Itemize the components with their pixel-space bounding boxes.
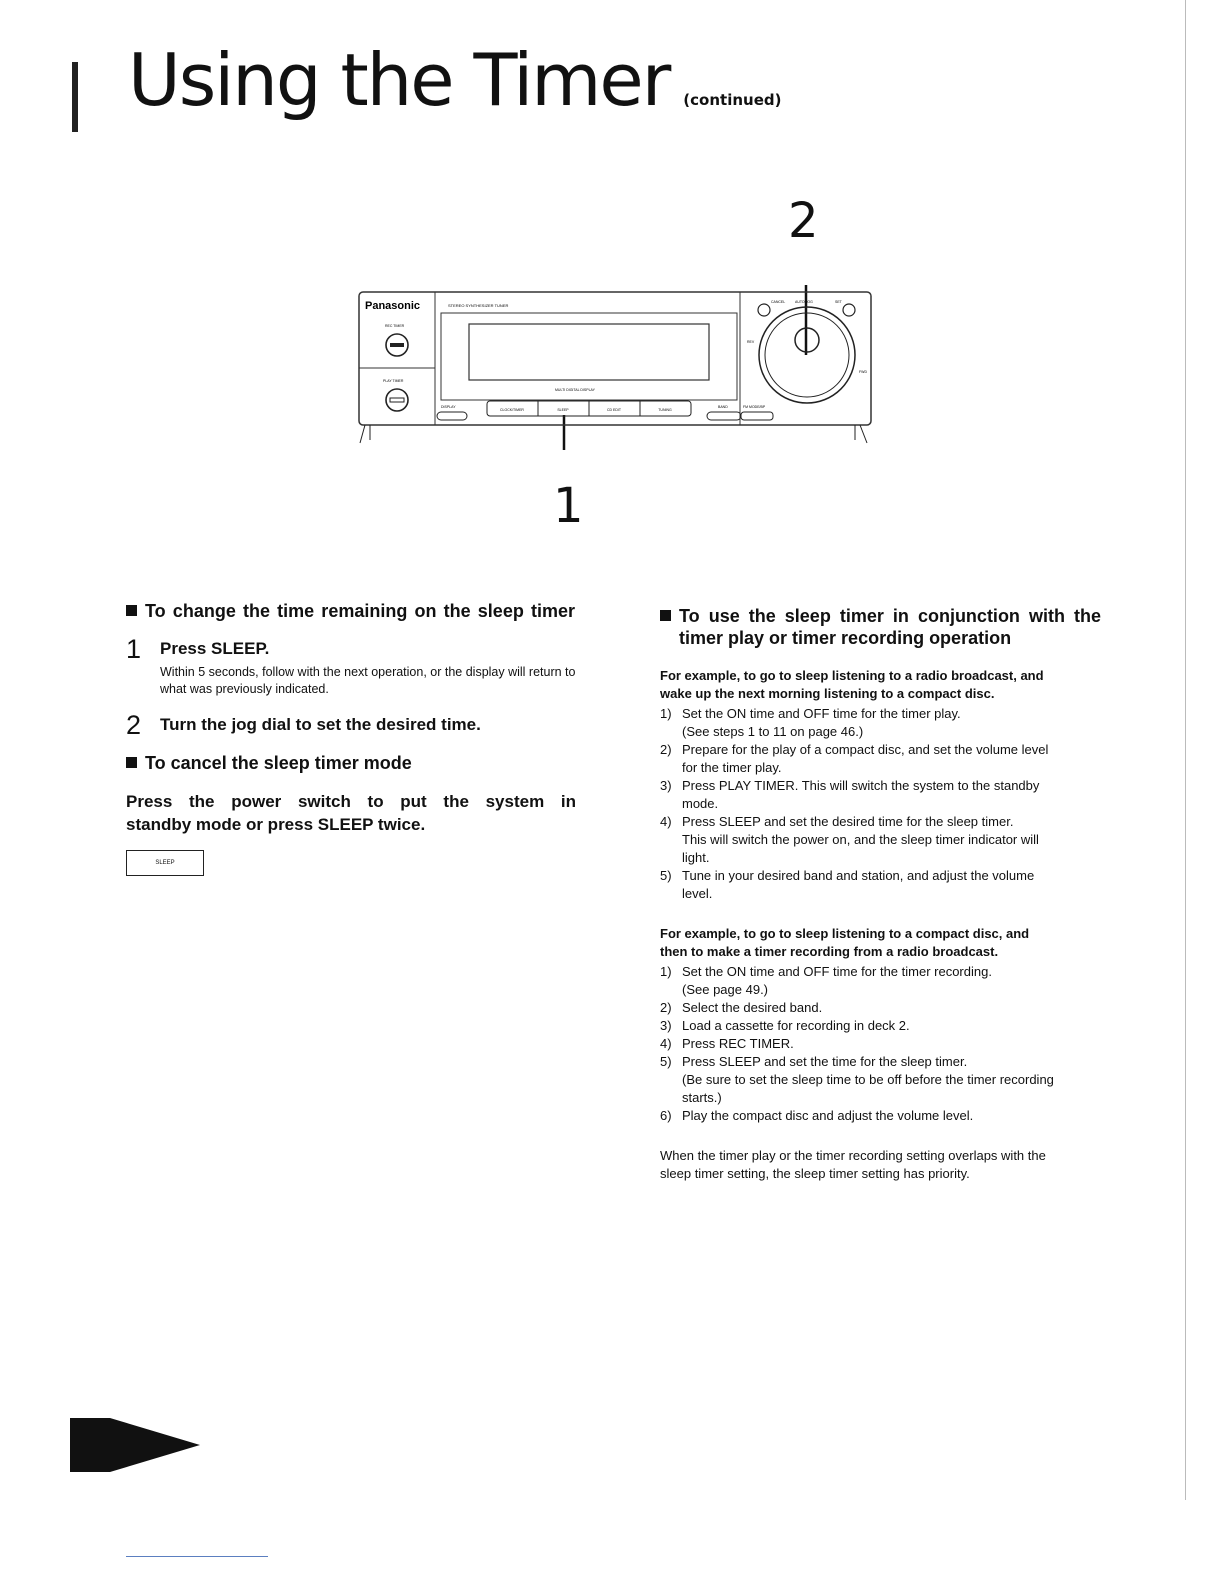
- example-2-intro-line-1: For example, to go to sleep listening to a compact disc, and: [660, 926, 1030, 941]
- step-item-line: Play the compact disc and adjust the volume level.: [682, 1108, 974, 1123]
- rec-timer-label: REC TIMER: [385, 324, 405, 328]
- display-caption: MULTI DIGITAL DISPLAY: [555, 388, 595, 392]
- step-1-number: 1: [126, 634, 142, 664]
- example-1-steps: [660, 705, 1108, 903]
- step-item-line: (Be sure to set the sleep time to be off before the timer recording: [682, 1072, 1054, 1087]
- fm-mode-label: FM MODE/BP: [743, 405, 766, 409]
- step-item-line: (See steps 1 to 11 on page 46.): [682, 724, 864, 739]
- heading-cancel-text: To cancel the sleep timer mode: [145, 753, 412, 773]
- display-bezel: [441, 313, 737, 400]
- step-item-body: [682, 1017, 910, 1035]
- square-bullet-icon: [126, 757, 137, 768]
- step-item: [660, 963, 1108, 999]
- right-column: [660, 605, 1108, 1183]
- btn-sleep: SLEEP: [557, 408, 569, 412]
- step-item-line: Press SLEEP and set the time for the sleep timer.: [682, 1054, 968, 1069]
- step-item-line: for the timer play.: [682, 760, 782, 775]
- step-1-description: Within 5 seconds, follow with the next operation, or the display will return to what was previously indicated.: [160, 665, 576, 696]
- step-item: [660, 705, 1108, 741]
- step-item: [660, 741, 1108, 777]
- step-item-line: mode.: [682, 796, 719, 811]
- page-title-text: Using the Timer: [128, 38, 670, 122]
- continue-arrow-icon: [70, 1410, 210, 1480]
- footer-rule: [126, 1556, 268, 1557]
- step-item: [660, 1035, 1108, 1053]
- brand-logo: Panasonic: [365, 300, 421, 312]
- step-item-line: Press REC TIMER.: [682, 1036, 794, 1051]
- display-button-label: DISPLAY: [441, 405, 456, 409]
- cancel-instruction: [126, 790, 576, 836]
- step-item-line: Press PLAY TIMER. This will switch the system to the standby: [682, 778, 1040, 793]
- step-item-line: This will switch the power on, and the sleep timer indicator will: [682, 832, 1039, 847]
- page-edge-rule: [1185, 0, 1186, 1500]
- step-1: [126, 636, 576, 698]
- set-label: SET: [835, 300, 842, 304]
- step-item-number: 3): [660, 778, 672, 793]
- step-item: [660, 813, 1108, 867]
- play-timer-label: PLAY TIMER: [383, 379, 404, 383]
- right-foot: [860, 425, 867, 443]
- fm-mode-button: [741, 412, 773, 420]
- section-heading-conjunction: [660, 605, 1108, 649]
- play-timer-knob-bar: [390, 398, 404, 402]
- step-item-number: 1): [660, 706, 672, 721]
- step-item-body: [682, 963, 992, 999]
- step-item-line: Tune in your desired band and station, and adjust the volume: [682, 868, 1035, 883]
- binding-edge-mark: [72, 62, 78, 132]
- heading-conjunction-line-2: timer play or timer recording operation: [679, 628, 1012, 648]
- rev-label: REV: [747, 340, 755, 344]
- example-2-steps: [660, 963, 1108, 1125]
- play-timer-knob: [386, 389, 408, 411]
- step-item-number: 2): [660, 1000, 672, 1015]
- square-bullet-icon: [660, 610, 671, 621]
- step-item-line: (See page 49.): [682, 982, 769, 997]
- step-item: [660, 999, 1108, 1017]
- set-button: [843, 304, 855, 316]
- example-2-intro: [660, 925, 1108, 961]
- step-item-body: [682, 1107, 973, 1125]
- callout-1: 1: [553, 478, 584, 534]
- step-item-body: [682, 867, 1034, 903]
- step-item-line: Press SLEEP and set the desired time for the sleep timer.: [682, 814, 1014, 829]
- callout-2: 2: [788, 193, 819, 249]
- example-1-intro-line-1: For example, to go to sleep listening to a radio broadcast, and: [660, 668, 1044, 683]
- priority-note-line-2: sleep timer setting, the sleep timer setting has priority.: [660, 1166, 970, 1181]
- step-item-line: starts.): [682, 1090, 722, 1105]
- step-item-number: 5): [660, 1054, 672, 1069]
- example-1-intro: [660, 667, 1108, 703]
- step-item-line: Prepare for the play of a compact disc, and set the volume level: [682, 742, 1049, 757]
- step-item-body: [682, 813, 1039, 867]
- tuner-illustration: [355, 285, 875, 450]
- step-item: [660, 777, 1108, 813]
- btn-cd-edit: CD EDIT: [607, 408, 621, 412]
- cancel-label: CANCEL: [771, 300, 786, 304]
- step-item-body: [682, 705, 961, 741]
- section-heading-change-time: [126, 600, 576, 622]
- step-item-body: [682, 777, 1039, 813]
- step-item-line: Select the desired band.: [682, 1000, 823, 1015]
- heading-conjunction-line-1: To use the sleep timer in conjunction with the: [679, 606, 1101, 626]
- step-item-line: Load a cassette for recording in deck 2.: [682, 1018, 910, 1033]
- step-1-title: Press SLEEP.: [160, 639, 270, 658]
- left-foot: [360, 425, 365, 443]
- step-2-title: Turn the jog dial to set the desired time.: [160, 715, 481, 734]
- left-column: [126, 600, 576, 876]
- btn-clock-timer: CLOCK/TIMER: [500, 408, 524, 412]
- jog-label: AUTO JOG: [795, 300, 813, 304]
- heading-change-time-text: To change the time remaining on the sleep timer: [145, 601, 575, 621]
- rec-timer-knob-bar: [390, 343, 404, 347]
- example-1-intro-line-2: wake up the next morning listening to a compact disc.: [660, 686, 995, 701]
- step-item-number: 4): [660, 814, 672, 829]
- step-item-line: light.: [682, 850, 710, 865]
- btn-tuning: TUNING: [658, 408, 672, 412]
- display-button: [437, 412, 467, 420]
- step-item-body: [682, 1035, 794, 1053]
- step-item-number: 3): [660, 1018, 672, 1033]
- priority-note: [660, 1147, 1108, 1183]
- cancel-button: [758, 304, 770, 316]
- example-2-intro-line-2: then to make a timer recording from a radio broadcast.: [660, 944, 999, 959]
- cancel-line-1: Press the power switch to put the system in: [126, 792, 576, 811]
- fwd-label: FWD: [859, 370, 867, 374]
- display-window: [469, 324, 709, 380]
- step-item-body: [682, 999, 822, 1017]
- step-item-number: 5): [660, 868, 672, 883]
- step-item-number: 4): [660, 1036, 672, 1051]
- step-item-body: [682, 1053, 1054, 1107]
- square-bullet-icon: [126, 605, 137, 616]
- step-item-line: Set the ON time and OFF time for the timer play.: [682, 706, 961, 721]
- step-item: [660, 867, 1108, 903]
- chassis-outline: [359, 292, 871, 425]
- cancel-line-2: standby mode or press SLEEP twice.: [126, 815, 426, 834]
- section-heading-cancel: [126, 752, 576, 774]
- step-item-number: 2): [660, 742, 672, 757]
- step-item-line: Set the ON time and OFF time for the timer recording.: [682, 964, 992, 979]
- band-button: [707, 412, 741, 420]
- page-title-suffix: (continued): [683, 91, 782, 109]
- page-title: [128, 38, 781, 122]
- step-2-number: 2: [126, 710, 142, 740]
- step-item: [660, 1017, 1108, 1035]
- step-item-number: 1): [660, 964, 672, 979]
- step-item: [660, 1053, 1108, 1107]
- step-item: [660, 1107, 1108, 1125]
- sleep-button-illustration: SLEEP: [126, 850, 204, 876]
- step-2: [126, 712, 576, 738]
- priority-note-line-1: When the timer play or the timer recording setting overlaps with the: [660, 1148, 1046, 1163]
- step-item-body: [682, 741, 1048, 777]
- panel-label: STEREO SYNTHESIZER TUNER: [448, 303, 509, 308]
- step-item-line: level.: [682, 886, 713, 901]
- band-label: BAND: [718, 405, 728, 409]
- step-item-number: 6): [660, 1108, 672, 1123]
